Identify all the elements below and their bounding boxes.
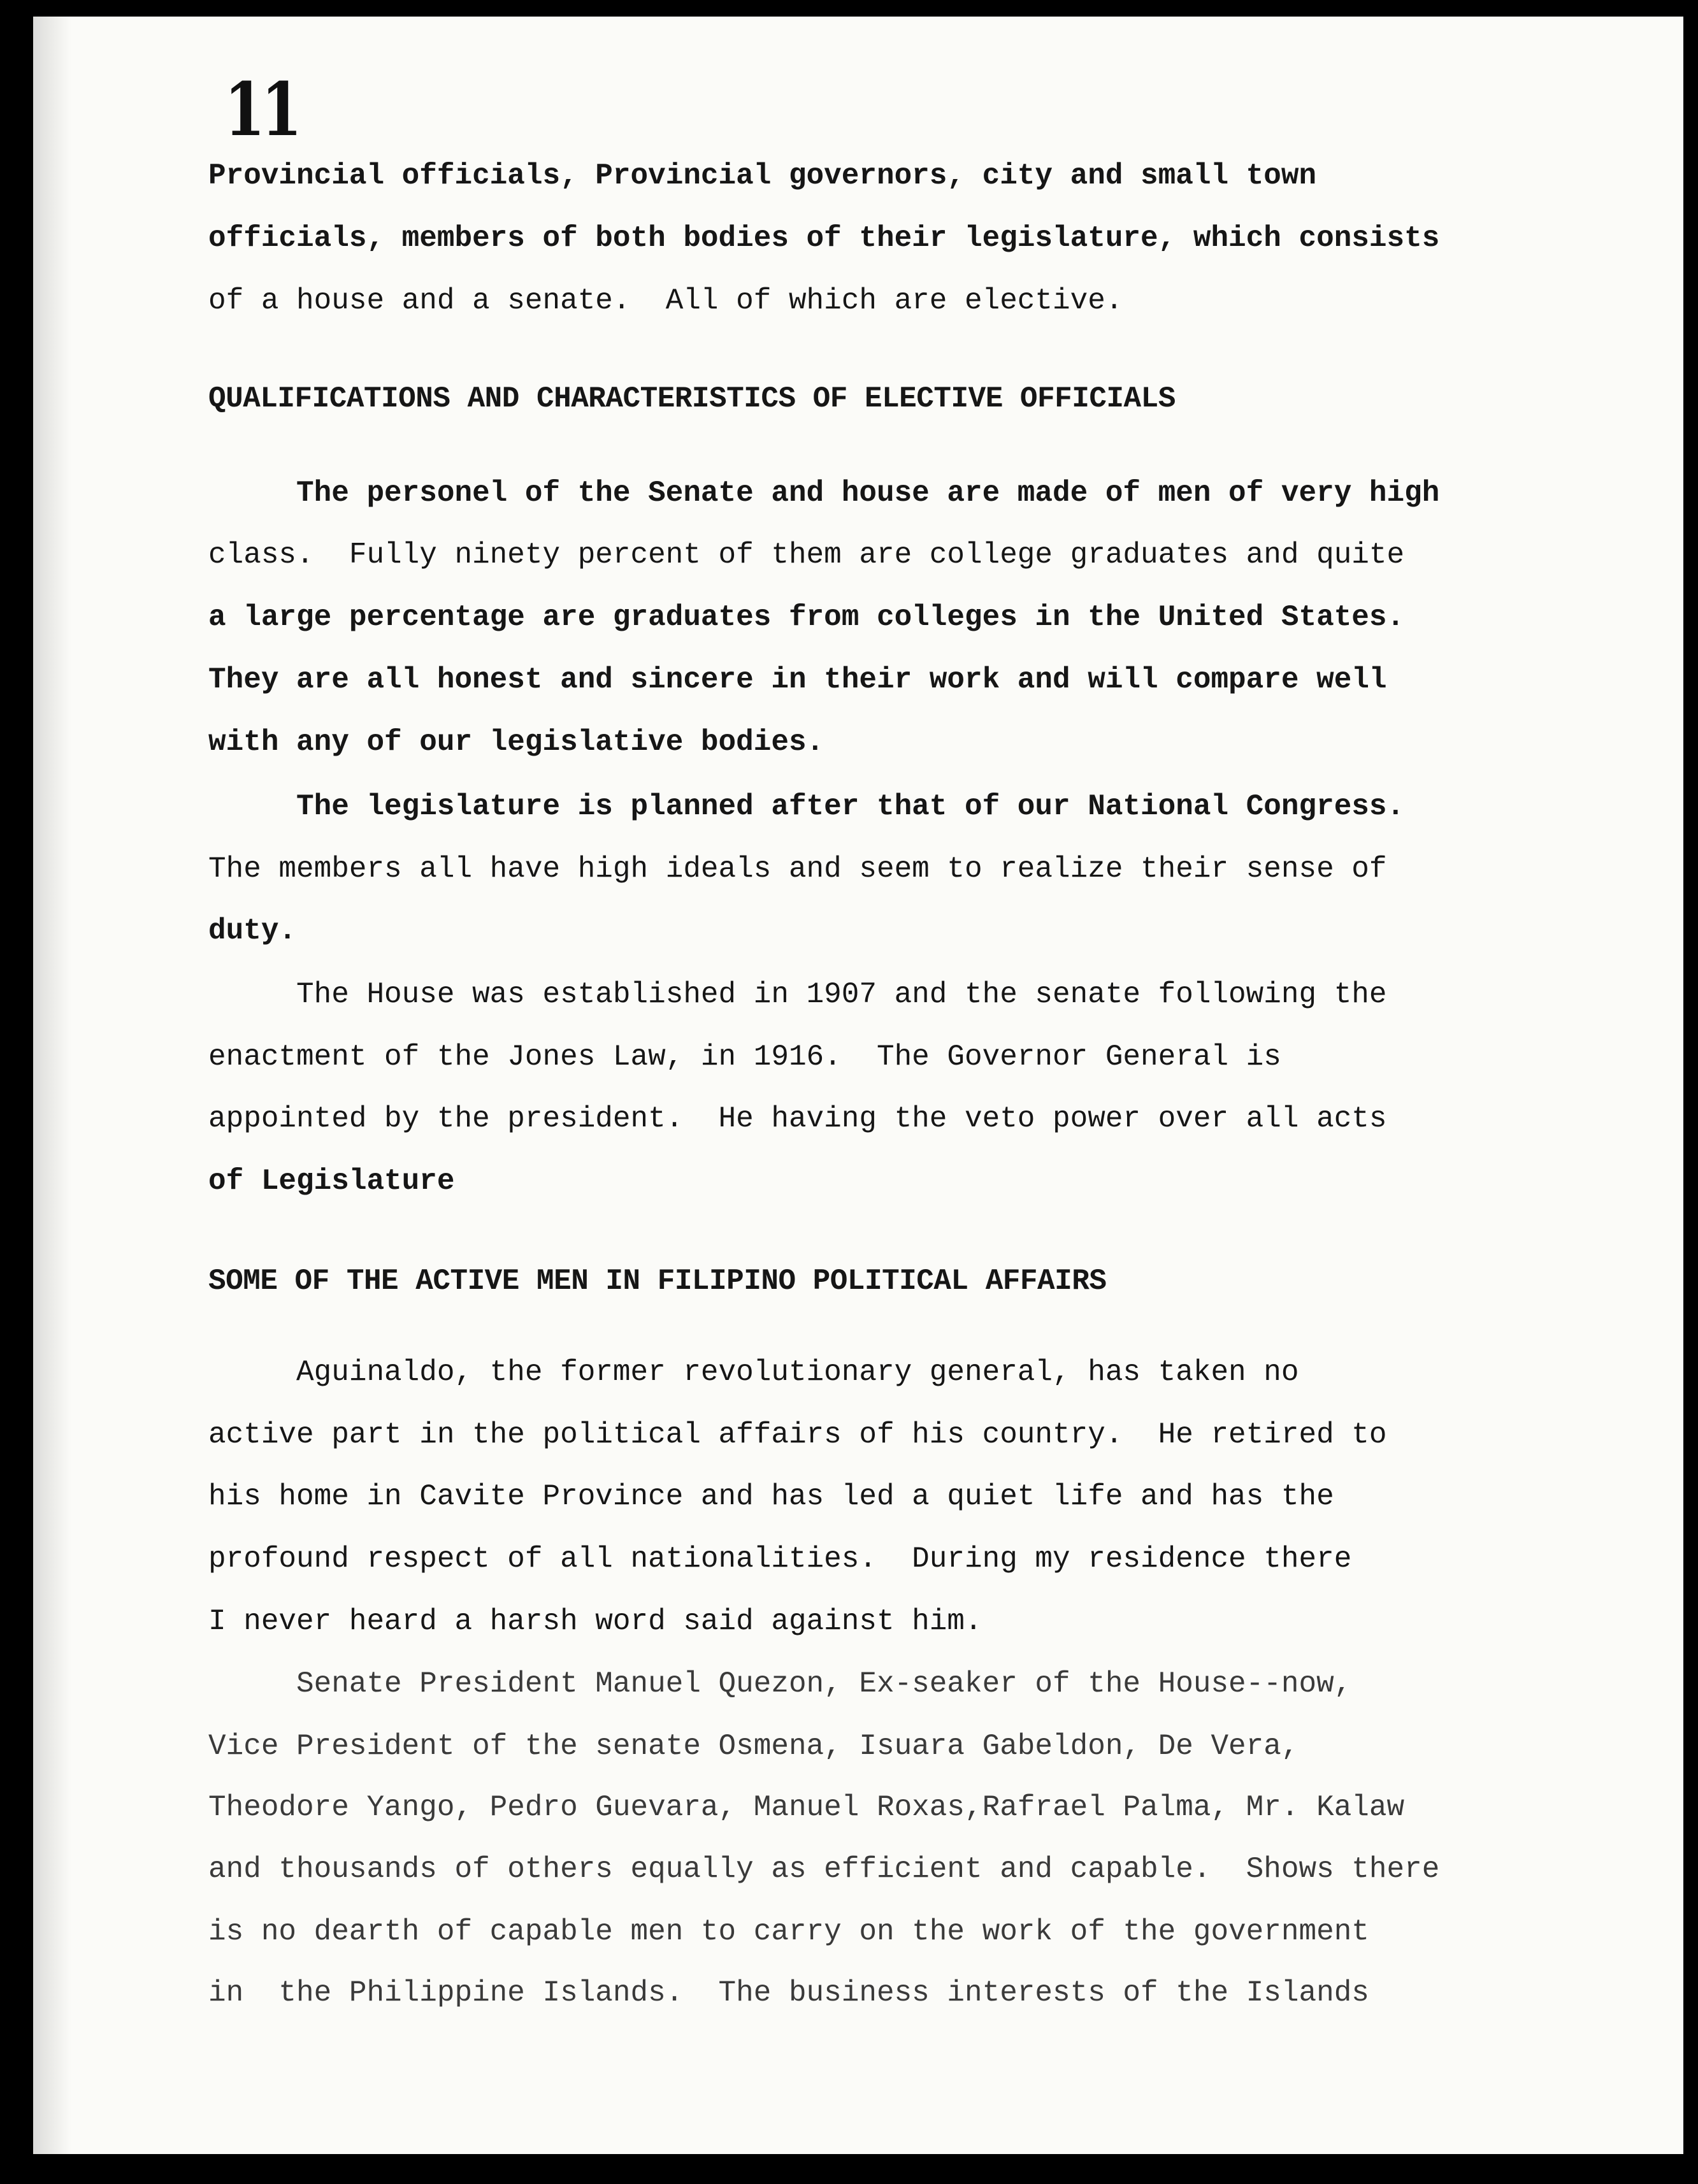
text-line: and thousands of others equally as efficient and capable. Shows there — [208, 1853, 1440, 1886]
text-line: with any of our legislative bodies. — [208, 726, 824, 759]
text-line: enactment of the Jones Law, in 1916. The Governor General is — [208, 1040, 1281, 1074]
text-line: profound respect of all nationalities. During my residence there — [208, 1542, 1352, 1576]
section-heading: SOME OF THE ACTIVE MEN IN FILIPINO POLITICAL AFFAIRS — [208, 1265, 1107, 1298]
text-line: Provincial officials, Provincial governors, city and small town — [208, 159, 1317, 192]
section-heading: QUALIFICATIONS AND CHARACTERISTICS OF ELECTIVE OFFICIALS — [208, 382, 1176, 415]
text-line: is no dearth of capable men to carry on the work of the government — [208, 1915, 1369, 1948]
text-line: a large percentage are graduates from colleges in the United States. — [208, 601, 1405, 634]
text-line: appointed by the president. He having the veto power over all acts — [208, 1102, 1387, 1135]
page-number-mark: 11 — [224, 66, 299, 153]
text-line: Aguinaldo, the former revolutionary general, has taken no — [208, 1356, 1299, 1389]
page-edge-shadow — [33, 17, 71, 2154]
text-line: The members all have high ideals and seem to realize their sense of — [208, 852, 1387, 886]
text-line: in the Philippine Islands. The business interests of the Islands — [208, 1976, 1369, 2009]
text-line: officials, members of both bodies of their legislature, which consists — [208, 222, 1440, 255]
text-line: duty. — [208, 914, 297, 947]
text-line: Theodore Yango, Pedro Guevara, Manuel Roxas,Rafrael Palma, Mr. Kalaw — [208, 1791, 1405, 1824]
text-line: class. Fully ninety percent of them are college graduates and quite — [208, 538, 1405, 571]
text-line: The personel of the Senate and house are made of men of very high — [208, 477, 1440, 510]
document-page — [33, 17, 1683, 2154]
text-line: active part in the political affairs of his country. He retired to — [208, 1418, 1387, 1451]
text-line: his home in Cavite Province and has led a quiet life and has the — [208, 1480, 1334, 1513]
text-line: of a house and a senate. All of which are elective. — [208, 284, 1123, 317]
text-line: The House was established in 1907 and the senate following the — [208, 978, 1387, 1011]
text-line: of Legislature — [208, 1165, 455, 1198]
text-line: The legislature is planned after that of our National Congress. — [208, 790, 1405, 823]
text-line: Senate President Manuel Quezon, Ex-seaker of the House--now, — [208, 1667, 1352, 1700]
text-line: Vice President of the senate Osmena, Isuara Gabeldon, De Vera, — [208, 1730, 1299, 1763]
text-line: I never heard a harsh word said against him. — [208, 1605, 982, 1638]
text-line: They are all honest and sincere in their work and will compare well — [208, 663, 1387, 696]
